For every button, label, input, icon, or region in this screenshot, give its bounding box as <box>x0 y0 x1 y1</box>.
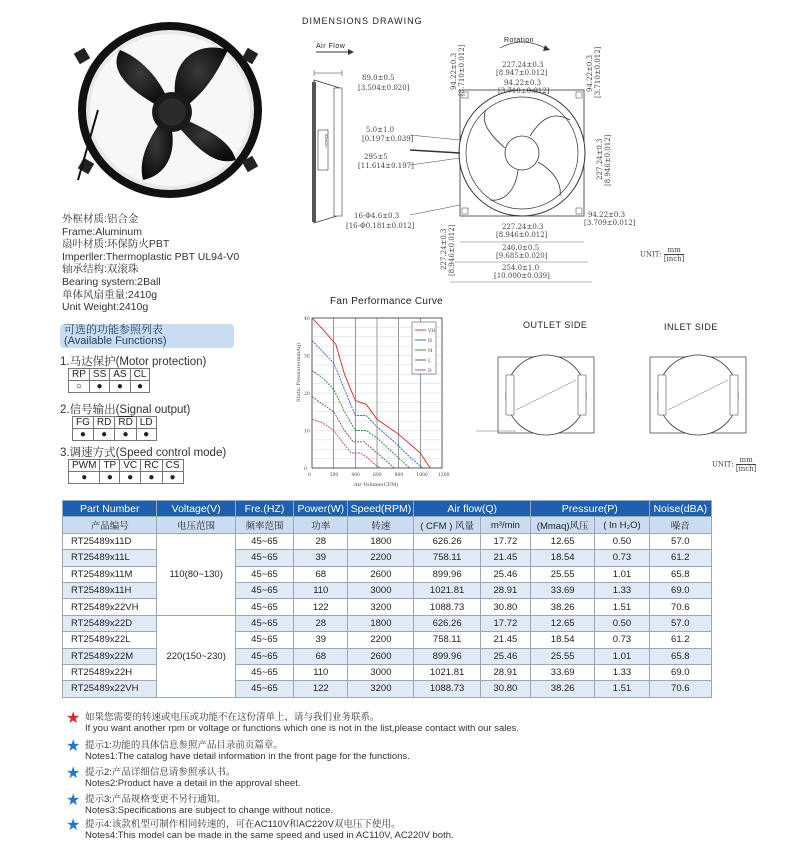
table-cell: RT25489x11M <box>63 566 157 582</box>
table-cell: 57.0 <box>649 615 711 631</box>
table-cell: 25.55 <box>531 566 595 582</box>
subhead: 频率范围 <box>235 517 293 533</box>
dim-text: [8.947±0.012] <box>496 69 548 77</box>
col-noise: Noise(dBA) <box>649 501 711 517</box>
table-cell: 2200 <box>348 632 414 648</box>
y-tick-label: 40 <box>304 317 310 322</box>
table-cell: 0.50 <box>595 615 649 631</box>
table-cell: 21.45 <box>480 550 530 566</box>
subhead: 电压范围 <box>157 517 235 533</box>
note-en: Notes4:This model can be made in the same speed and used in AC110V, AC220V both. <box>85 830 454 841</box>
col-pressure: Pressure(P) <box>531 501 650 517</box>
table-cell: 33.69 <box>531 582 595 598</box>
option-header: FG <box>73 417 94 429</box>
col-speed: Speed(RPM) <box>348 501 414 517</box>
performance-curve-chart <box>292 308 462 488</box>
table-cell: 1021.81 <box>414 582 480 598</box>
table-cell: 18.54 <box>531 550 595 566</box>
spec-table-body <box>63 533 712 697</box>
note-en: Notes2:Product have a detail in the approval sheet. <box>85 778 301 789</box>
side-view <box>312 70 342 223</box>
legend-label: M <box>428 349 433 354</box>
table-cell: RT25489x11L <box>63 550 157 566</box>
table-cell: 1021.81 <box>414 664 480 680</box>
signal-output-title: 2.信号输出(Signal output) <box>60 404 191 416</box>
functions-title <box>60 324 234 348</box>
table-cell: 45~65 <box>235 615 293 631</box>
unit-legend-top <box>640 246 684 263</box>
dim-text: 227.24±0.3 <box>502 61 544 69</box>
table-cell: 61.2 <box>649 550 711 566</box>
table-cell: RT25489x11D <box>63 533 157 549</box>
table-cell: 2600 <box>348 648 414 664</box>
option-mark: ● <box>89 381 109 393</box>
table-cell: 12.65 <box>531 615 595 631</box>
option-header: VC <box>120 460 141 472</box>
unit-mm: mm <box>664 246 685 255</box>
note-text <box>85 794 333 816</box>
note-text <box>85 740 410 762</box>
curve-ylabel: Static Pressure(mmAq) <box>296 342 302 402</box>
dim-text: 94.22±0.3 <box>504 79 542 87</box>
fan-photo <box>58 10 268 205</box>
x-tick-label: 1200 <box>438 473 450 478</box>
table-cell: 3000 <box>348 664 414 680</box>
option-mark: ● <box>120 472 141 484</box>
col-part-number: Part Number <box>63 501 157 517</box>
table-cell: 30.80 <box>480 599 530 615</box>
unit-mm: mm <box>736 456 757 465</box>
note-cn: 提示3:产品规格变更不另行通知。 <box>85 794 226 805</box>
inlet-side-label: INLET SIDE <box>664 322 718 332</box>
table-cell: 110(80~130) <box>157 533 235 615</box>
note-cn: 提示1:功能的具体信息参照产品目录前页篇章。 <box>85 740 283 751</box>
svg-text:Kinsoo: Kinsoo <box>324 134 329 148</box>
table-cell: 18.54 <box>531 632 595 648</box>
y-tick-label: 20 <box>304 392 310 397</box>
table-cell: 45~65 <box>235 550 293 566</box>
table-cell: 2200 <box>348 550 414 566</box>
dim-text: [8.946±0.012] <box>496 231 548 239</box>
option-header: SS <box>89 369 109 381</box>
table-cell: 1.51 <box>595 681 649 697</box>
option-mark: ● <box>141 472 162 484</box>
option-mark: ● <box>73 429 94 441</box>
spec-line: Frame:Aluminum <box>62 225 142 238</box>
table-cell: 2600 <box>348 566 414 582</box>
table-cell: 1800 <box>348 615 414 631</box>
table-cell: 61.2 <box>649 632 711 648</box>
rotation-arrowhead <box>543 45 550 51</box>
airflow-label: Air Flow <box>316 43 346 50</box>
dim-text: 94.22±0.3 <box>586 54 594 92</box>
table-cell: 25.46 <box>480 648 530 664</box>
table-cell: 899.96 <box>414 566 480 582</box>
table-cell: 70.6 <box>649 681 711 697</box>
dim-text: [3.710±0.012] <box>458 44 466 96</box>
col-airflow: Air flow(Q) <box>414 501 531 517</box>
dim-text: [3.709±0.012] <box>584 219 636 227</box>
functions-title-en: (Available Functions) <box>64 335 167 347</box>
spec-line: 轴承结构:双滚珠 <box>62 263 139 276</box>
table-cell: 70.6 <box>649 599 711 615</box>
spec-line: Imperller:Thermoplastic PBT UL94-V0 <box>62 250 240 263</box>
dim-text: [9.685±0.020] <box>496 252 548 260</box>
dim-text: 5.0±1.0 <box>366 126 395 134</box>
table-cell: 3200 <box>348 681 414 697</box>
table-cell: 17.72 <box>480 533 530 549</box>
spec-line: 外框材质:铝合金 <box>62 213 139 225</box>
table-cell: 45~65 <box>235 533 293 549</box>
table-cell: 45~65 <box>235 566 293 582</box>
outlet-side-drawing <box>476 335 616 455</box>
legend-label: L <box>428 359 431 364</box>
option-mark: ● <box>115 429 136 441</box>
spec-line: 单体风扇重量:2410g <box>62 288 158 301</box>
table-cell: 1.51 <box>595 599 649 615</box>
spec-line: 扇叶材质:环保防火PBT <box>62 238 170 251</box>
y-tick-label: 30 <box>304 354 310 360</box>
rotation-label: Rotation <box>504 37 535 44</box>
table-cell: 28 <box>294 615 348 631</box>
table-cell: 758.11 <box>414 632 480 648</box>
table-row <box>63 533 712 549</box>
table-cell: 12.65 <box>531 533 595 549</box>
note-item <box>66 794 333 816</box>
subhead: 产品编号 <box>63 517 157 533</box>
note-en: Notes1:The catalog have detail information in the front page for the functions. <box>85 751 410 762</box>
note-text <box>85 819 454 841</box>
table-cell: 1.33 <box>595 664 649 680</box>
table-cell: 1088.73 <box>414 681 480 697</box>
table-cell: 758.11 <box>414 550 480 566</box>
curve-xlabel: Air Volume(CFM) <box>354 482 399 488</box>
table-cell: 28.91 <box>480 664 530 680</box>
table-cell: 122 <box>294 681 348 697</box>
table-cell: 39 <box>294 632 348 648</box>
front-view <box>410 90 585 216</box>
table-cell: 45~65 <box>235 648 293 664</box>
option-header: TP <box>100 460 120 472</box>
y-tick-label: 0 <box>304 467 307 472</box>
x-tick-label: 600 <box>373 473 382 478</box>
dim-text: 94.22±0.3 <box>450 52 458 90</box>
legend-label: H <box>428 339 432 344</box>
option-mark: ● <box>130 381 150 393</box>
blue-star-icon: ★ <box>66 765 81 782</box>
option-header: CS <box>162 460 183 472</box>
table-cell: 899.96 <box>414 648 480 664</box>
subhead: 噪音 <box>649 517 711 533</box>
note-en: If you want another rpm or voltage or functions which one is not in the list,please contact with our sales. <box>85 723 520 734</box>
note-item <box>66 819 454 841</box>
note-text <box>85 767 300 789</box>
table-cell: RT25489x11H <box>63 582 157 598</box>
spec-line: Unit Weight:2410g <box>62 301 149 314</box>
table-cell: 0.73 <box>595 550 649 566</box>
table-cell: 17.72 <box>480 615 530 631</box>
dim-text: 227.24±0.3 <box>440 228 448 270</box>
table-cell: 220(150~230) <box>157 615 235 697</box>
x-tick-label: 1000 <box>416 473 428 478</box>
table-cell: 45~65 <box>235 632 293 648</box>
table-cell: RT25489x22VH <box>63 599 157 615</box>
table-cell: 28.91 <box>480 582 530 598</box>
legend-label: VH <box>428 329 436 334</box>
subhead: m³/min <box>480 517 530 533</box>
option-header: RP <box>69 369 90 381</box>
dimensions-drawing <box>290 10 650 300</box>
note-item <box>66 712 519 734</box>
table-cell: 25.55 <box>531 648 595 664</box>
motor-protection-title: 1.马达保护(Motor protection) <box>60 356 207 368</box>
table-cell: 1.01 <box>595 648 649 664</box>
table-cell: 0.50 <box>595 533 649 549</box>
table-cell: 122 <box>294 599 348 615</box>
option-mark: ● <box>162 472 183 484</box>
option-mark: ● <box>110 381 130 393</box>
table-cell: 45~65 <box>235 582 293 598</box>
subhead: 功率 <box>294 517 348 533</box>
functions-title-cn: 可选的功能参照列表 <box>64 324 163 336</box>
airflow-arrowhead <box>348 49 354 55</box>
table-cell: RT25489x22VH <box>63 681 157 697</box>
option-mark: ● <box>93 429 114 441</box>
dim-text: 94.22±0.3 <box>588 211 626 219</box>
unit-label: UNIT: <box>712 460 734 469</box>
table-cell: 38.26 <box>531 599 595 615</box>
table-cell: RT25489x22L <box>63 632 157 648</box>
col-voltage: Voltage(V) <box>157 501 235 517</box>
option-header: $\overline{RD}$ <box>115 417 136 429</box>
dim-text: [8.946±0.012] <box>604 134 612 186</box>
table-cell: 69.0 <box>649 664 711 680</box>
table-cell: RT25489x22D <box>63 615 157 631</box>
table-cell: 110 <box>294 664 348 680</box>
blue-star-icon: ★ <box>66 792 81 809</box>
option-mark: ● <box>136 429 156 441</box>
table-cell: 1088.73 <box>414 599 480 615</box>
note-cn: 提示2:产品详细信息请参照承认书。 <box>85 767 236 778</box>
dim-text: 89.0±0.5 <box>362 74 395 82</box>
note-item <box>66 767 300 789</box>
option-header: PWM <box>69 460 100 472</box>
table-cell: 626.26 <box>414 615 480 631</box>
dim-text: [3.504±0.020] <box>358 84 410 92</box>
table-cell: 65.8 <box>649 566 711 582</box>
table-cell: 25.46 <box>480 566 530 582</box>
curve-title: Fan Performance Curve <box>330 296 444 307</box>
option-header: RC <box>141 460 162 472</box>
dim-text: [0.197±0.039] <box>362 135 414 143</box>
option-mark: ● <box>100 472 120 484</box>
table-cell: 38.26 <box>531 681 595 697</box>
table-cell: 110 <box>294 582 348 598</box>
option-mark: ○ <box>69 381 90 393</box>
note-cn: 如果您需要的转速或电压或功能不在这份清单上，请与我们业务联系。 <box>85 712 380 723</box>
signal-output-table <box>72 416 157 441</box>
table-cell: 45~65 <box>235 681 293 697</box>
outlet-side-label: OUTLET SIDE <box>523 320 588 330</box>
inlet-side-drawing <box>628 335 768 455</box>
subhead: (Mmaq)风压 <box>531 517 595 533</box>
option-header: LD <box>136 417 156 429</box>
dim-text: 246.0±0.5 <box>502 244 540 252</box>
blue-star-icon: ★ <box>66 738 81 755</box>
curve-legend <box>412 322 436 374</box>
x-tick-label: 200 <box>329 473 339 478</box>
subhead: 转速 <box>348 517 414 533</box>
note-en: Notes3:Specifications are subject to change without notice. <box>85 805 334 816</box>
blue-star-icon: ★ <box>66 817 81 834</box>
col-frequency: Fre.(HZ) <box>235 501 293 517</box>
table-cell: 68 <box>294 566 348 582</box>
speed-control-table <box>68 459 184 484</box>
table-cell: 45~65 <box>235 664 293 680</box>
dim-text: [3.710±0.012] <box>594 46 602 98</box>
table-cell: 626.26 <box>414 533 480 549</box>
speed-control-title: 3.调速方式(Speed control mode) <box>60 447 227 459</box>
dim-text: 254.0±1.0 <box>502 264 540 272</box>
option-mark: ● <box>69 472 100 484</box>
table-row <box>63 615 712 631</box>
table-cell: 33.69 <box>531 664 595 680</box>
table-cell: 3000 <box>348 582 414 598</box>
legend-label: D <box>428 369 432 374</box>
table-cell: 65.8 <box>649 648 711 664</box>
table-cell: 68 <box>294 648 348 664</box>
red-star-icon: ★ <box>66 710 81 727</box>
dim-text: [11.614±0.197] <box>358 162 414 170</box>
unit-legend-bottom <box>712 456 756 473</box>
x-tick-label: 400 <box>351 473 360 478</box>
spec-table <box>62 500 712 698</box>
table-cell: 0.73 <box>595 632 649 648</box>
dim-text: [8.946±0.012] <box>448 224 456 276</box>
spec-list <box>62 213 239 314</box>
note-cn: 提示4:该款机型可制作相同转速的，可在AC110V和AC220V双电压下使用。 <box>85 819 401 830</box>
y-tick-label: 10 <box>304 429 310 435</box>
dim-text: 227.24±0.3 <box>596 138 604 180</box>
table-cell: 28 <box>294 533 348 549</box>
option-header: RD <box>93 417 114 429</box>
dim-text: [3.710±0.012] <box>498 87 550 95</box>
subhead: ( In H₂O) <box>595 517 649 533</box>
note-text <box>85 712 519 734</box>
table-cell: 57.0 <box>649 533 711 549</box>
dim-text: [10.000±0.039] <box>494 272 550 280</box>
table-cell: RT25489x22H <box>63 664 157 680</box>
unit-inch: [inch] <box>663 255 685 263</box>
dim-text: [16-Φ0.181±0.012] <box>346 222 415 230</box>
table-cell: 39 <box>294 550 348 566</box>
subhead: ( CFM ) 风量 <box>414 517 480 533</box>
table-cell: 1.01 <box>595 566 649 582</box>
option-header: AS <box>110 369 130 381</box>
dim-text: 16-Φ4.6±0.3 <box>354 212 400 220</box>
dim-text: 295±5 <box>364 153 388 161</box>
motor-protection-table <box>68 368 150 393</box>
table-cell: 45~65 <box>235 599 293 615</box>
x-tick-label: 0 <box>308 473 311 478</box>
table-cell: 21.45 <box>480 632 530 648</box>
spec-line: Bearing system:2Ball <box>62 275 161 288</box>
table-cell: 30.80 <box>480 681 530 697</box>
table-cell: 69.0 <box>649 582 711 598</box>
unit-label: UNIT: <box>640 250 662 259</box>
table-cell: 1800 <box>348 533 414 549</box>
option-header: CL <box>130 369 150 381</box>
col-power: Power(W) <box>294 501 348 517</box>
table-cell: 3200 <box>348 599 414 615</box>
dim-text: 227.24±0.3 <box>502 223 544 231</box>
note-item <box>66 740 410 762</box>
table-cell: RT25489x22M <box>63 648 157 664</box>
x-tick-label: 800 <box>394 473 404 478</box>
drawing-title: DIMENSIONS DRAWING <box>302 16 423 26</box>
table-cell: 1.33 <box>595 582 649 598</box>
unit-inch: [inch] <box>735 465 757 473</box>
